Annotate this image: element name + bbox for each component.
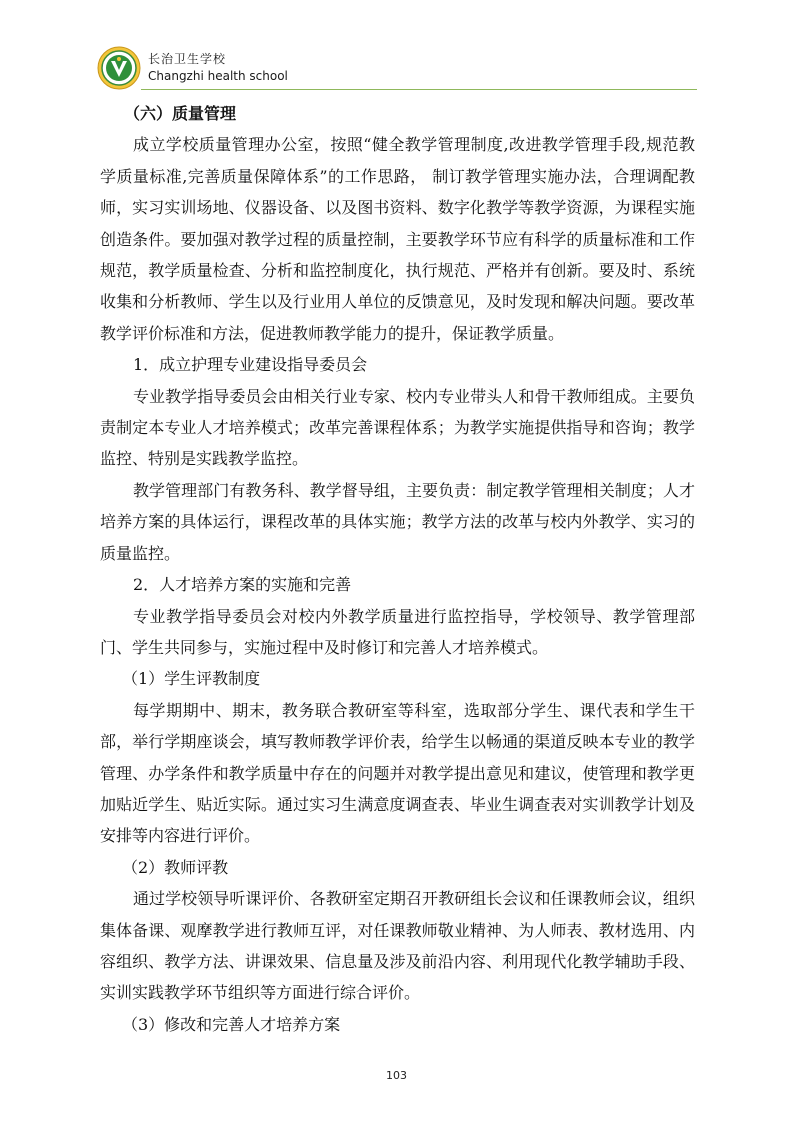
- paragraph: 通过学校领导听课评价、各教研室定期召开教研组长会议和任课教师会议，组织集体备课、观摩教学进行教师互评，对任课教师敬业精神、为人师表、教材选用、内容组织、教学方法、讲课效果、信息量及涉及前沿内容、利用现代化教学辅助手段、实训实践教学环节组织等方面进行综合评价。: [100, 889, 695, 1003]
- subitem-heading: （1）学生评教制度: [122, 669, 261, 689]
- paragraph: 成立学校质量管理办公室，按照“健全教学管理制度,改进教学管理手段,规范教学质量标准,完善质量保障体系”的工作思路， 制订教学管理实施办法，合理调配教师，实习实训场地、仪器设备、以及图书资料、数字化教学等教学资源，为课程实施创造条件。要加强对教学过程的质量控制，主要教学环节应有科学的质量标准和工作规范，教学质量检查、分析和监控制度化，执行规范、严格并有创新。要及时、系统收集和分析教师、学生以及行业用人单位的反馈意见，及时发现和解决问题。要改革教学评价标准和方法，促进教师教学能力的提升，保证教学质量。: [100, 135, 695, 343]
- subitem-heading: （2）教师评教: [122, 857, 229, 877]
- paragraph: 每学期期中、期末，教务联合教研室等科室，选取部分学生、课代表和学生干部，举行学期座谈会，填写教师教学评价表，给学生以畅通的渠道反映本专业的教学管理、办学条件和教学质量中存在的问题并对教学提出意见和建议，使管理和教学更加贴近学生、贴近实际。通过实习生满意度调查表、毕业生调查表对实训教学计划及安排等内容进行评价。: [100, 700, 695, 846]
- page-number: 103: [386, 1069, 407, 1082]
- subitem-heading: （3）修改和完善人才培养方案: [122, 1014, 341, 1034]
- item-heading: 2．人才培养方案的实施和完善: [133, 575, 352, 595]
- school-name-cn: 长治卫生学校: [148, 52, 227, 66]
- page-header: [97, 44, 697, 90]
- school-logo-icon: [97, 46, 141, 90]
- paragraph: 专业教学指导委员会由相关行业专家、校内专业带头人和骨干教师组成。主要负责制定本专业人才培养模式；改革完善课程体系；为教学实施提供指导和咨询；教学监控、特别是实践教学监控。: [100, 386, 695, 469]
- paragraph: 教学管理部门有教务科、教学督导组，主要负责：制定教学管理相关制度；人才培养方案的具体运行，课程改革的具体实施；教学方法的改革与校内外教学、实习的质量监控。: [100, 480, 695, 563]
- document-body: [100, 98, 695, 1040]
- header-divider: [141, 89, 697, 90]
- paragraph: 专业教学指导委员会对校内外教学质量进行监控指导，学校领导、教学管理部门、学生共同参与，实施过程中及时修订和完善人才培养模式。: [100, 606, 695, 657]
- school-name-en: Changzhi health school: [148, 69, 288, 83]
- item-heading: 1．成立护理专业建设指导委员会: [133, 355, 368, 375]
- section-title: （六）质量管理: [124, 104, 237, 123]
